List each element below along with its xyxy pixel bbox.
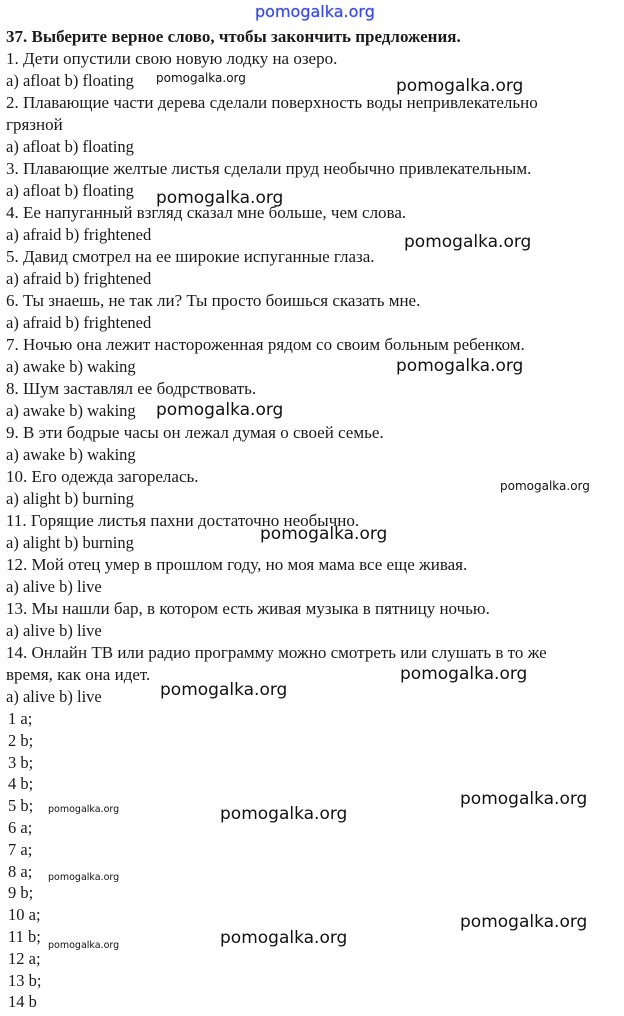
question-text: 5. Давид смотрел на ее широкие испуганные глаза. <box>6 247 375 266</box>
watermark: pomogalka.org <box>396 356 524 376</box>
watermark: pomogalka.org <box>500 479 590 493</box>
watermark: pomogalka.org <box>220 804 348 824</box>
question-text: 9. В эти бодрые часы он лежал думая о своей семье. <box>6 423 384 442</box>
question-text: 13. Мы нашли бар, в котором есть живая музыка в пятницу ночью. <box>6 599 490 618</box>
watermark: pomogalka.org <box>48 804 120 815</box>
answer-key-item: 9 b; <box>8 883 34 903</box>
answer-key-item: 8 a; <box>8 861 33 881</box>
answer-options: a) awake b) waking <box>6 401 136 420</box>
watermark: pomogalka.org <box>160 680 288 700</box>
watermark: pomogalka.org <box>220 928 348 948</box>
answer-key-item: 14 b <box>8 992 37 1012</box>
answer-key-item: 11 b; <box>8 927 41 946</box>
watermark: pomogalka.org <box>460 789 588 809</box>
question-text: время, как она идет. <box>6 665 151 684</box>
answer-options: a) awake b) waking <box>6 445 136 464</box>
question-text: грязной <box>6 115 63 134</box>
answer-key-item: 10 a; <box>8 905 41 925</box>
watermark: pomogalka.org <box>156 71 246 85</box>
question-text: 2. Плавающие части дерева сделали поверхность воды непривлекательно <box>6 93 538 112</box>
question-text: 6. Ты знаешь, не так ли? Ты просто боишься сказать мне. <box>6 291 421 310</box>
question-text: 7. Ночью она лежит настороженная рядом со своим больным ребенком. <box>6 335 525 354</box>
answer-options: a) alive b) live <box>6 577 102 596</box>
watermark: pomogalka.org <box>48 940 120 951</box>
answer-options: a) alight b) burning <box>6 489 134 508</box>
watermark: pomogalka.org <box>48 872 120 883</box>
site-header-watermark: pomogalka.org <box>255 2 375 21</box>
answer-key-item: 1 a; <box>8 709 33 728</box>
answer-options: a) afraid b) frightened <box>6 225 152 244</box>
watermark: pomogalka.org <box>404 232 532 252</box>
answer-options: a) afloat b) floating <box>6 137 134 156</box>
watermark: pomogalka.org <box>400 664 528 684</box>
exercise-title: 37. Выберите верное слово, чтобы закончить предложения. <box>6 27 461 46</box>
question-text: 14. Онлайн ТВ или радио программу можно смотреть или слушать в то же <box>6 643 547 662</box>
answer-key-item: 5 b; <box>8 796 34 816</box>
answer-options: a) alive b) live <box>6 687 102 706</box>
answer-options: a) afraid b) frightened <box>6 313 152 332</box>
answer-key-item: 4 b; <box>8 774 34 794</box>
answer-key-item: 7 a; <box>8 839 33 859</box>
watermark: pomogalka.org <box>156 188 284 208</box>
answer-key-item: 2 b; <box>8 730 34 750</box>
answer-options: a) afloat b) floating <box>6 181 134 200</box>
watermark: pomogalka.org <box>260 524 388 544</box>
question-text: 12. Мой отец умер в прошлом году, но моя мама все еще живая. <box>6 555 468 574</box>
answer-key-item: 6 a; <box>8 818 33 837</box>
answer-key-item: 3 b; <box>8 752 34 772</box>
question-text: 11. Горящие листья пахни достаточно необычно. <box>6 511 360 530</box>
question-text: 8. Шум заставлял ее бодрствовать. <box>6 379 257 398</box>
answer-key-item: 12 a; <box>8 948 41 968</box>
question-text: 10. Его одежда загорелась. <box>6 467 199 486</box>
answer-key-item: 13 b; <box>8 970 42 990</box>
question-text: 4. Ее напуганный взгляд сказал мне больше, чем слова. <box>6 203 407 222</box>
watermark: pomogalka.org <box>396 76 524 96</box>
answer-options: a) afloat b) floating <box>6 71 134 90</box>
watermark: pomogalka.org <box>460 912 588 932</box>
answer-options: a) afraid b) frightened <box>6 269 152 288</box>
answer-options: a) awake b) waking <box>6 357 136 376</box>
answer-options: a) alight b) burning <box>6 533 134 552</box>
watermark: pomogalka.org <box>156 400 284 420</box>
question-text: 1. Дети опустили свою новую лодку на озеро. <box>6 49 338 68</box>
answer-options: a) alive b) live <box>6 621 102 640</box>
question-text: 3. Плавающие желтые листья сделали пруд необычно привлекательным. <box>6 159 532 178</box>
